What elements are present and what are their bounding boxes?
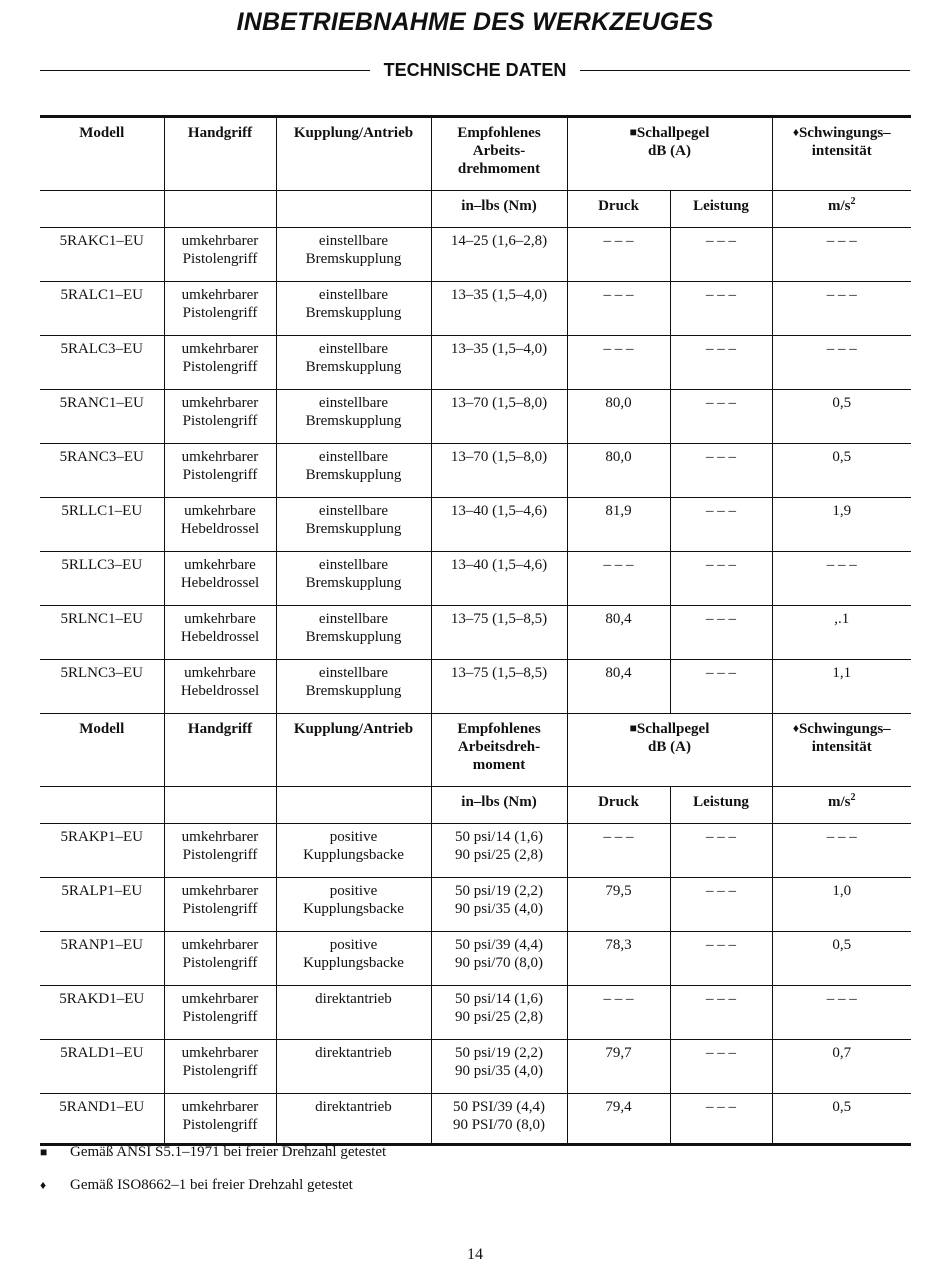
header-schwingung <box>772 714 911 787</box>
cell-line: Arbeitsdreh- <box>457 739 541 755</box>
cell-leistung: – – – <box>670 444 772 498</box>
cell-line: einstellbare <box>318 233 389 249</box>
subheader-empty <box>40 787 164 824</box>
cell-line: 13–35 (1,5–4,0) <box>450 287 548 303</box>
cell-line: Arbeits- <box>472 143 526 159</box>
cell-line: 90 psi/35 (4,0) <box>455 901 543 917</box>
subheader-leistung: Leistung <box>670 787 772 824</box>
cell-schwingung: 0,5 <box>772 390 911 444</box>
cell-line: Pistolengriff <box>182 955 258 971</box>
cell-modell: 5RAKC1–EU <box>40 228 164 282</box>
cell-line: umkehrbarer <box>181 395 259 411</box>
cell-modell: 5RLLC1–EU <box>40 498 164 552</box>
cell-line: 13–70 (1,5–8,0) <box>450 449 548 465</box>
subheader-druck: Druck <box>567 787 670 824</box>
cell-kupplung <box>276 1094 431 1145</box>
cell-schwingung: 1,1 <box>772 660 911 714</box>
cell-druck: 81,9 <box>567 498 670 552</box>
cell-handgriff <box>164 932 276 986</box>
cell-leistung: – – – <box>670 390 772 444</box>
cell-druck: – – – <box>567 336 670 390</box>
cell-leistung: – – – <box>670 824 772 878</box>
cell-line: Empfohlenes <box>457 125 541 141</box>
subheader-row <box>40 191 911 228</box>
table-row <box>40 1040 911 1094</box>
subheader-druck: Druck <box>567 191 670 228</box>
cell-modell: 5RAKD1–EU <box>40 986 164 1040</box>
cell-line: Pistolengriff <box>182 413 258 429</box>
table-row <box>40 824 911 878</box>
cell-line: Bremskupplung <box>305 575 402 591</box>
cell-drehmoment <box>431 444 567 498</box>
cell-line: einstellbare <box>318 395 389 411</box>
cell-modell: 5RALD1–EU <box>40 1040 164 1094</box>
cell-line: positive <box>329 937 378 953</box>
section-title: TECHNISCHE DATEN <box>383 60 567 80</box>
cell-line: Kupplungsbacke <box>303 955 404 971</box>
header-handgriff: Handgriff <box>164 714 276 787</box>
cell-leistung: – – – <box>670 552 772 606</box>
cell-line: 50 psi/19 (2,2) <box>455 883 543 899</box>
cell-schwingung: – – – <box>772 282 911 336</box>
cell-line: Hebeldrossel <box>180 521 260 537</box>
cell-modell: 5RLNC3–EU <box>40 660 164 714</box>
page-title: INBETRIEBNAHME DES WERKZEUGES <box>236 8 714 36</box>
cell-line: umkehrbarer <box>181 1045 259 1061</box>
footnote-text: Gemäß ANSI S5.1–1971 bei freier Drehzahl getestet <box>70 1144 387 1160</box>
footnote <box>40 1176 353 1194</box>
cell-kupplung <box>276 986 431 1040</box>
table-row <box>40 552 911 606</box>
cell-line: 13–40 (1,5–4,6) <box>450 503 548 519</box>
cell-druck: 79,4 <box>567 1094 670 1145</box>
cell-druck: 80,4 <box>567 606 670 660</box>
cell-line: einstellbare <box>318 341 389 357</box>
cell-line: positive <box>329 829 378 845</box>
cell-handgriff <box>164 498 276 552</box>
cell-drehmoment <box>431 552 567 606</box>
cell-line: einstellbare <box>318 449 389 465</box>
cell-modell: 5RALP1–EU <box>40 878 164 932</box>
cell-line: umkehrbare <box>184 611 256 627</box>
cell-line: 50 psi/14 (1,6) <box>455 991 543 1007</box>
cell-line: Kupplungsbacke <box>303 847 404 863</box>
header-schallpegel-label: Schallpegel <box>636 721 710 737</box>
cell-line: 50 psi/39 (4,4) <box>455 937 543 953</box>
cell-schwingung: 0,5 <box>772 1094 911 1145</box>
cell-line: Pistolengriff <box>182 1009 258 1025</box>
table-row <box>40 498 911 552</box>
cell-drehmoment <box>431 498 567 552</box>
square-symbol: ■ <box>629 721 637 735</box>
cell-leistung: – – – <box>670 1040 772 1094</box>
cell-line: umkehrbarer <box>181 937 259 953</box>
cell-druck: – – – <box>567 824 670 878</box>
cell-line: Bremskupplung <box>305 251 402 267</box>
cell-line: positive <box>329 883 378 899</box>
table-row <box>40 1094 911 1145</box>
cell-leistung: – – – <box>670 336 772 390</box>
cell-line: 50 psi/14 (1,6) <box>455 829 543 845</box>
cell-leistung: – – – <box>670 1094 772 1145</box>
cell-handgriff <box>164 986 276 1040</box>
cell-drehmoment <box>431 932 567 986</box>
cell-leistung: – – – <box>670 228 772 282</box>
cell-leistung: – – – <box>670 498 772 552</box>
cell-handgriff <box>164 282 276 336</box>
header-schallpegel-unit: dB (A) <box>648 143 691 159</box>
cell-line: Bremskupplung <box>305 467 402 483</box>
header-schwingung-label2: intensität <box>811 739 872 755</box>
cell-druck: 79,7 <box>567 1040 670 1094</box>
subheader-empty <box>40 191 164 228</box>
section-rule-right <box>580 70 910 71</box>
cell-kupplung <box>276 498 431 552</box>
cell-line: Bremskupplung <box>305 683 402 699</box>
cell-leistung: – – – <box>670 282 772 336</box>
cell-line: einstellbare <box>318 287 389 303</box>
cell-drehmoment <box>431 606 567 660</box>
unit-exponent: 2 <box>850 792 856 803</box>
cell-modell: 5RAKP1–EU <box>40 824 164 878</box>
cell-drehmoment <box>431 824 567 878</box>
cell-handgriff <box>164 1094 276 1145</box>
unit-exponent: 2 <box>850 196 856 207</box>
cell-leistung: – – – <box>670 986 772 1040</box>
cell-kupplung <box>276 390 431 444</box>
cell-line: Pistolengriff <box>182 1063 258 1079</box>
cell-line: umkehrbarer <box>181 287 259 303</box>
cell-kupplung <box>276 336 431 390</box>
cell-line: umkehrbarer <box>181 449 259 465</box>
table-row <box>40 986 911 1040</box>
cell-handgriff <box>164 660 276 714</box>
cell-line: Pistolengriff <box>182 305 258 321</box>
cell-drehmoment <box>431 1094 567 1145</box>
cell-handgriff <box>164 606 276 660</box>
subheader-schwingung-unit <box>772 787 911 824</box>
header-schallpegel <box>567 117 772 191</box>
cell-schwingung: 0,5 <box>772 932 911 986</box>
square-symbol: ■ <box>629 125 637 139</box>
cell-line: direktantrieb <box>315 991 392 1007</box>
diamond-symbol: ♦ <box>792 125 799 139</box>
cell-kupplung <box>276 1040 431 1094</box>
cell-line: Hebeldrossel <box>180 629 260 645</box>
page-number: 14 <box>467 1246 483 1263</box>
footnote-text: Gemäß ISO8662–1 bei freier Drehzahl getestet <box>70 1177 353 1193</box>
cell-drehmoment <box>431 660 567 714</box>
cell-schwingung: 1,0 <box>772 878 911 932</box>
cell-kupplung <box>276 824 431 878</box>
cell-handgriff <box>164 390 276 444</box>
cell-schwingung: – – – <box>772 824 911 878</box>
cell-modell: 5RLLC3–EU <box>40 552 164 606</box>
header-row <box>40 714 911 787</box>
cell-line: 14–25 (1,6–2,8) <box>450 233 548 249</box>
cell-line: Bremskupplung <box>305 305 402 321</box>
cell-drehmoment <box>431 1040 567 1094</box>
cell-handgriff <box>164 228 276 282</box>
cell-drehmoment <box>431 228 567 282</box>
cell-schwingung: 0,5 <box>772 444 911 498</box>
spec-table <box>40 115 911 1146</box>
cell-line: Hebeldrossel <box>180 683 260 699</box>
cell-line: 13–35 (1,5–4,0) <box>450 341 548 357</box>
table-row <box>40 878 911 932</box>
cell-kupplung <box>276 552 431 606</box>
cell-line: Bremskupplung <box>305 521 402 537</box>
unit-base: m/s <box>828 794 851 810</box>
cell-line: moment <box>472 757 526 773</box>
cell-line: 90 PSI/70 (8,0) <box>452 1117 546 1133</box>
cell-line: umkehrbare <box>184 557 256 573</box>
cell-druck: – – – <box>567 228 670 282</box>
cell-leistung: – – – <box>670 878 772 932</box>
header-schwingung-label: Schwingungs– <box>798 125 891 141</box>
cell-line: einstellbare <box>318 503 389 519</box>
cell-line: 90 psi/25 (2,8) <box>455 1009 543 1025</box>
footnote <box>40 1143 386 1161</box>
header-schwingung-label: Schwingungs– <box>798 721 891 737</box>
cell-line: drehmoment <box>457 161 541 177</box>
cell-kupplung <box>276 282 431 336</box>
cell-schwingung: 1,9 <box>772 498 911 552</box>
cell-handgriff <box>164 824 276 878</box>
cell-line: einstellbare <box>318 557 389 573</box>
cell-line: Pistolengriff <box>182 847 258 863</box>
cell-druck: 78,3 <box>567 932 670 986</box>
cell-line: direktantrieb <box>315 1099 392 1115</box>
cell-handgriff <box>164 444 276 498</box>
cell-line: 13–75 (1,5–8,5) <box>450 611 548 627</box>
cell-schwingung: ,.1 <box>772 606 911 660</box>
cell-kupplung <box>276 660 431 714</box>
header-handgriff: Handgriff <box>164 117 276 191</box>
header-schallpegel <box>567 714 772 787</box>
cell-druck: – – – <box>567 282 670 336</box>
table-row <box>40 932 911 986</box>
header-modell: Modell <box>40 117 164 191</box>
cell-modell: 5RAND1–EU <box>40 1094 164 1145</box>
cell-line: Kupplungsbacke <box>303 901 404 917</box>
cell-line: Bremskupplung <box>305 359 402 375</box>
cell-line: Pistolengriff <box>182 1117 258 1133</box>
cell-line: Pistolengriff <box>182 467 258 483</box>
cell-leistung: – – – <box>670 606 772 660</box>
cell-modell: 5RANP1–EU <box>40 932 164 986</box>
cell-modell: 5RALC3–EU <box>40 336 164 390</box>
cell-handgriff <box>164 336 276 390</box>
table-row <box>40 336 911 390</box>
cell-line: umkehrbarer <box>181 883 259 899</box>
cell-line: Pistolengriff <box>182 901 258 917</box>
footnote-mark: ■ <box>40 1145 48 1159</box>
header-schwingung-label2: intensität <box>811 143 872 159</box>
table-row <box>40 390 911 444</box>
cell-drehmoment <box>431 336 567 390</box>
header-schallpegel-unit: dB (A) <box>648 739 691 755</box>
cell-druck: – – – <box>567 986 670 1040</box>
cell-line: umkehrbare <box>184 665 256 681</box>
cell-line: umkehrbarer <box>181 829 259 845</box>
header-schallpegel-label: Schallpegel <box>636 125 710 141</box>
cell-leistung: – – – <box>670 932 772 986</box>
cell-schwingung: – – – <box>772 552 911 606</box>
table-row <box>40 444 911 498</box>
cell-line: Empfohlenes <box>457 721 541 737</box>
cell-schwingung: 0,7 <box>772 1040 911 1094</box>
section-heading <box>40 58 910 82</box>
table-row <box>40 228 911 282</box>
cell-line: direktantrieb <box>315 1045 392 1061</box>
cell-line: 90 psi/70 (8,0) <box>455 955 543 971</box>
cell-druck: 80,4 <box>567 660 670 714</box>
subheader-empty <box>164 787 276 824</box>
cell-drehmoment <box>431 986 567 1040</box>
cell-line: 50 PSI/39 (4,4) <box>452 1099 546 1115</box>
cell-line: 13–40 (1,5–4,6) <box>450 557 548 573</box>
cell-modell: 5RANC3–EU <box>40 444 164 498</box>
table-row <box>40 606 911 660</box>
cell-line: Bremskupplung <box>305 629 402 645</box>
header-modell: Modell <box>40 714 164 787</box>
cell-line: 90 psi/35 (4,0) <box>455 1063 543 1079</box>
cell-kupplung <box>276 606 431 660</box>
header-schwingung <box>772 117 911 191</box>
cell-line: umkehrbarer <box>181 991 259 1007</box>
header-drehmoment <box>431 714 567 787</box>
cell-drehmoment <box>431 390 567 444</box>
cell-line: 13–70 (1,5–8,0) <box>450 395 548 411</box>
cell-kupplung <box>276 878 431 932</box>
header-row <box>40 117 911 191</box>
subheader-empty <box>164 191 276 228</box>
subheader-drehmoment-unit: in–lbs (Nm) <box>431 787 567 824</box>
cell-druck: 80,0 <box>567 444 670 498</box>
cell-drehmoment <box>431 282 567 336</box>
cell-handgriff <box>164 878 276 932</box>
subheader-empty <box>276 191 431 228</box>
cell-line: umkehrbare <box>184 503 256 519</box>
cell-line: umkehrbarer <box>181 341 259 357</box>
unit-base: m/s <box>828 198 851 214</box>
diamond-symbol: ♦ <box>792 721 799 735</box>
cell-modell: 5RANC1–EU <box>40 390 164 444</box>
cell-drehmoment <box>431 878 567 932</box>
table-row <box>40 660 911 714</box>
cell-druck: 79,5 <box>567 878 670 932</box>
subheader-row <box>40 787 911 824</box>
cell-line: einstellbare <box>318 665 389 681</box>
cell-kupplung <box>276 444 431 498</box>
cell-line: umkehrbarer <box>181 233 259 249</box>
cell-line: Pistolengriff <box>182 359 258 375</box>
cell-handgriff <box>164 552 276 606</box>
subheader-drehmoment-unit: in–lbs (Nm) <box>431 191 567 228</box>
cell-leistung: – – – <box>670 660 772 714</box>
cell-schwingung: – – – <box>772 228 911 282</box>
subheader-schwingung-unit <box>772 191 911 228</box>
header-kupplung: Kupplung/Antrieb <box>276 117 431 191</box>
cell-line: einstellbare <box>318 611 389 627</box>
cell-kupplung <box>276 228 431 282</box>
cell-schwingung: – – – <box>772 336 911 390</box>
cell-line: 50 psi/19 (2,2) <box>455 1045 543 1061</box>
cell-handgriff <box>164 1040 276 1094</box>
table-row <box>40 282 911 336</box>
subheader-empty <box>276 787 431 824</box>
cell-line: 13–75 (1,5–8,5) <box>450 665 548 681</box>
header-kupplung: Kupplung/Antrieb <box>276 714 431 787</box>
cell-kupplung <box>276 932 431 986</box>
subheader-leistung: Leistung <box>670 191 772 228</box>
cell-druck: 80,0 <box>567 390 670 444</box>
cell-modell: 5RALC1–EU <box>40 282 164 336</box>
cell-druck: – – – <box>567 552 670 606</box>
cell-line: umkehrbarer <box>181 1099 259 1115</box>
cell-modell: 5RLNC1–EU <box>40 606 164 660</box>
cell-schwingung: – – – <box>772 986 911 1040</box>
header-drehmoment <box>431 117 567 191</box>
cell-line: Bremskupplung <box>305 413 402 429</box>
cell-line: Hebeldrossel <box>180 575 260 591</box>
cell-line: 90 psi/25 (2,8) <box>455 847 543 863</box>
cell-line: Pistolengriff <box>182 251 258 267</box>
footnote-mark: ♦ <box>40 1178 47 1192</box>
